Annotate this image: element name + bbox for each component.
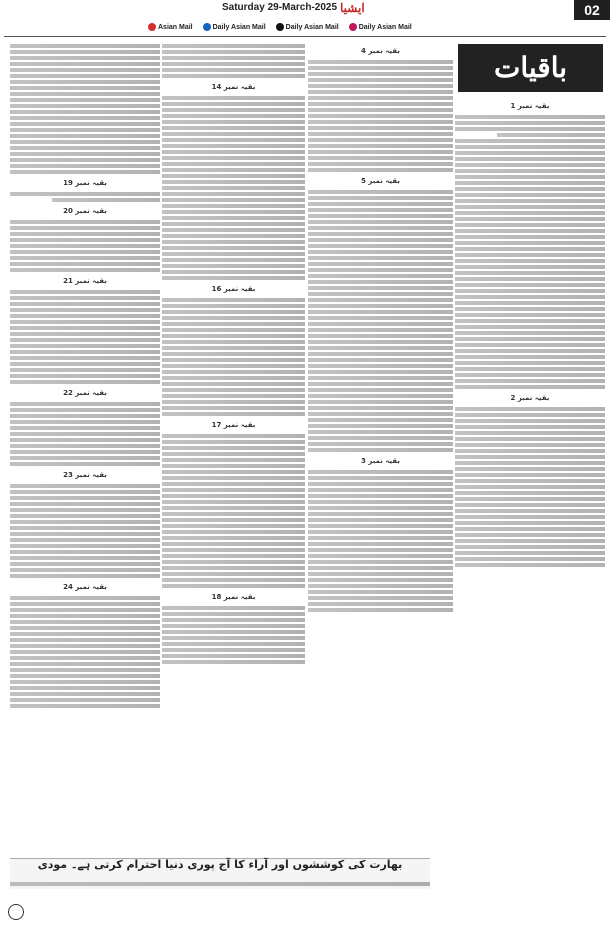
youtube-icon <box>148 23 156 31</box>
column-center-left <box>162 42 305 882</box>
heading: بقیہ نمبر 24 <box>63 583 107 591</box>
heading: بقیہ نمبر 3 <box>361 457 400 465</box>
newspaper-logo: ایشیا <box>340 1 365 15</box>
heading: بقیہ نمبر 14 <box>211 83 256 91</box>
heading: بقیہ نمبر 2 <box>510 394 550 402</box>
social-youtube[interactable]: Asian Mail <box>148 20 193 34</box>
heading: بقیہ نمبر 16 <box>211 285 256 293</box>
instagram-icon <box>349 23 357 31</box>
social-instagram[interactable]: Daily Asian Mail <box>349 20 412 34</box>
heading: بقیہ نمبر 17 <box>211 421 256 429</box>
page-footer <box>0 900 610 926</box>
heading: بقیہ نمبر 22 <box>63 389 107 397</box>
heading: بقیہ نمبر 20 <box>63 207 107 215</box>
heading: بقیہ نمبر 21 <box>63 277 107 285</box>
column-center-right <box>308 42 453 882</box>
heading: بقیہ نمبر 4 <box>361 47 400 55</box>
page-number: 02 <box>574 0 610 20</box>
heading: بقیہ نمبر 5 <box>361 177 400 185</box>
headline-caption <box>10 880 430 888</box>
headline: بھارت کی کوششوں اور آراء کا آج پوری دنیا احترام کرتی ہے۔ مودی <box>37 858 403 871</box>
heading: بقیہ نمبر 1 <box>510 102 550 110</box>
column-left <box>10 42 160 882</box>
page-header <box>0 0 610 40</box>
column-right <box>455 42 605 882</box>
publication-date: Saturday 29-March-2025 <box>222 2 338 13</box>
heading: بقیہ نمبر 23 <box>63 471 107 479</box>
social-handles <box>148 20 568 34</box>
facebook-icon <box>203 23 211 31</box>
social-facebook[interactable]: Daily Asian Mail <box>203 20 266 34</box>
registration-mark-icon <box>8 904 24 920</box>
heading: بقیہ نمبر 19 <box>63 179 107 187</box>
header-divider <box>4 36 606 37</box>
heading: بقیہ نمبر 18 <box>211 593 256 601</box>
twitter-icon <box>276 23 284 31</box>
section-title: باقیات <box>458 44 603 92</box>
social-twitter[interactable]: Daily Asian Mail <box>276 20 339 34</box>
